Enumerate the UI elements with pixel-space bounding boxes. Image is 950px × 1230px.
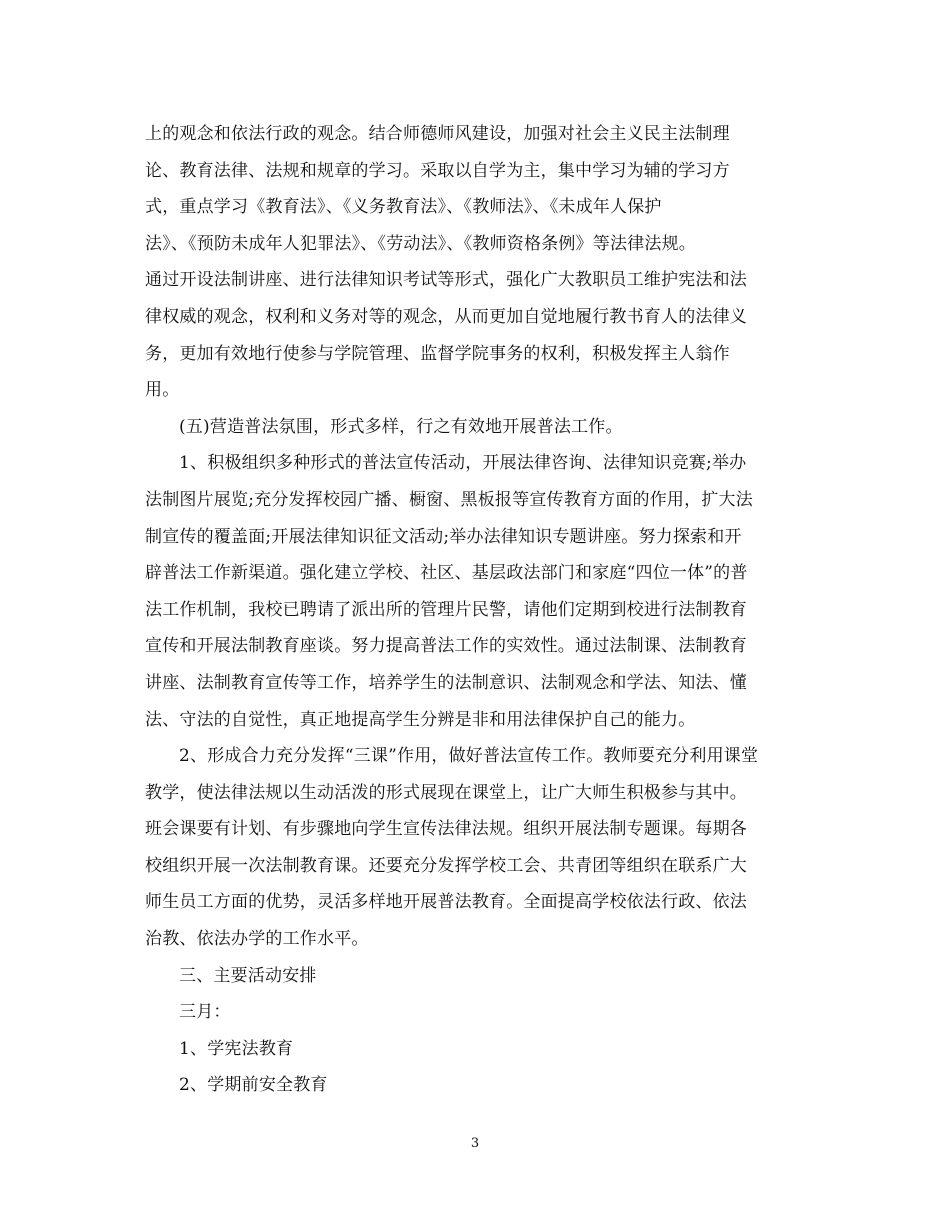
paragraph [145, 409, 805, 446]
paragraph [145, 1067, 805, 1104]
text-line: 制宣传的覆盖面;开展法律知识征文活动;举办法律知识专题讲座。努力探索和开 [145, 526, 742, 547]
text-line: 三、主要活动安排 [179, 965, 317, 986]
text-line: 宣传和开展法制教育座谈。努力提高普法工作的实效性。通过法制课、法制教育 [145, 636, 747, 657]
text-line: 论、教育法律、法规和规章的学习。采取以自学为主，集中学习为辅的学习方 [145, 160, 730, 181]
text-line: 校组织开展一次法制教育课。还要充分发挥学校工会、共青团等组织在联系广大 [145, 855, 747, 876]
text-line: 法》、《预防未成年人犯罪法》、《劳动法》、《教师资格条例》等法律法规。 [145, 233, 696, 254]
paragraph [145, 994, 805, 1031]
text-line: 师生员工方面的优势，灵活多样地开展普法教育。全面提高学校依法行政、依法 [145, 892, 747, 913]
text-line: 务，更加有效地行使参与学院管理、监督学院事务的权利，积极发挥主人翁作 [145, 343, 730, 364]
text-line: 1、学宪法教育 [179, 1038, 294, 1059]
paragraph [145, 738, 805, 958]
text-line: 讲座、法制教育宣传等工作，培养学生的法制意识、法制观念和学法、知法、懂 [145, 672, 747, 693]
text-line: 1、积极组织多种形式的普法宣传活动，开展法律咨询、法律知识竞赛;举办 [179, 453, 747, 474]
text-line: 法制图片展览;充分发挥校园广播、橱窗、黑板报等宣传教育方面的作用，扩大法 [145, 489, 753, 510]
text-line: (五)营造普法氛围，形式多样，行之有效地开展普法工作。 [179, 416, 623, 437]
paragraph [145, 116, 805, 409]
document-body [145, 116, 805, 1104]
text-line: 辟普法工作新渠道。强化建立学校、社区、基层政法部门和家庭“四位一体”的普 [145, 563, 748, 584]
page-number: 3 [470, 1136, 480, 1151]
text-line: 用。 [145, 380, 180, 401]
text-line: 法工作机制，我校已聘请了派出所的管理片民警，请他们定期到校进行法制教育 [145, 599, 747, 620]
text-line: 上的观念和依法行政的观念。结合师德师风建设，加强对社会主义民主法制理 [145, 124, 730, 144]
text-line: 教学，使法律法规以生动活泼的形式展现在课堂上，让广大师生积极参与其中。 [145, 782, 747, 803]
text-line: 法、守法的自觉性，真正地提高学生分辨是非和用法律保护自己的能力。 [145, 709, 696, 730]
text-line: 通过开设法制讲座、进行法律知识考试等形式，强化广大教职员工维护宪法和法 [145, 270, 747, 291]
text-line: 律权威的观念，权利和义务对等的观念，从而更加自觉地履行教书育人的法律义 [145, 306, 747, 327]
text-line: 2、学期前安全教育 [179, 1075, 328, 1096]
text-line: 三月： [179, 1002, 231, 1023]
paragraph [145, 958, 805, 995]
text-line: 班会课要有计划、有步骤地向学生宣传法律法规。组织开展法制专题课。每期各 [145, 819, 747, 840]
text-line: 式，重点学习《教育法》、《义务教育法》、《教师法》、《未成年人保护 [145, 197, 662, 218]
paragraph [145, 445, 805, 738]
text-line: 2、形成合力充分发挥“三课”作用，做好普法宣传工作。教师要充分利用课堂 [179, 746, 759, 767]
paragraph [145, 1031, 805, 1068]
text-line: 治教、依法办学的工作水平。 [145, 929, 369, 950]
